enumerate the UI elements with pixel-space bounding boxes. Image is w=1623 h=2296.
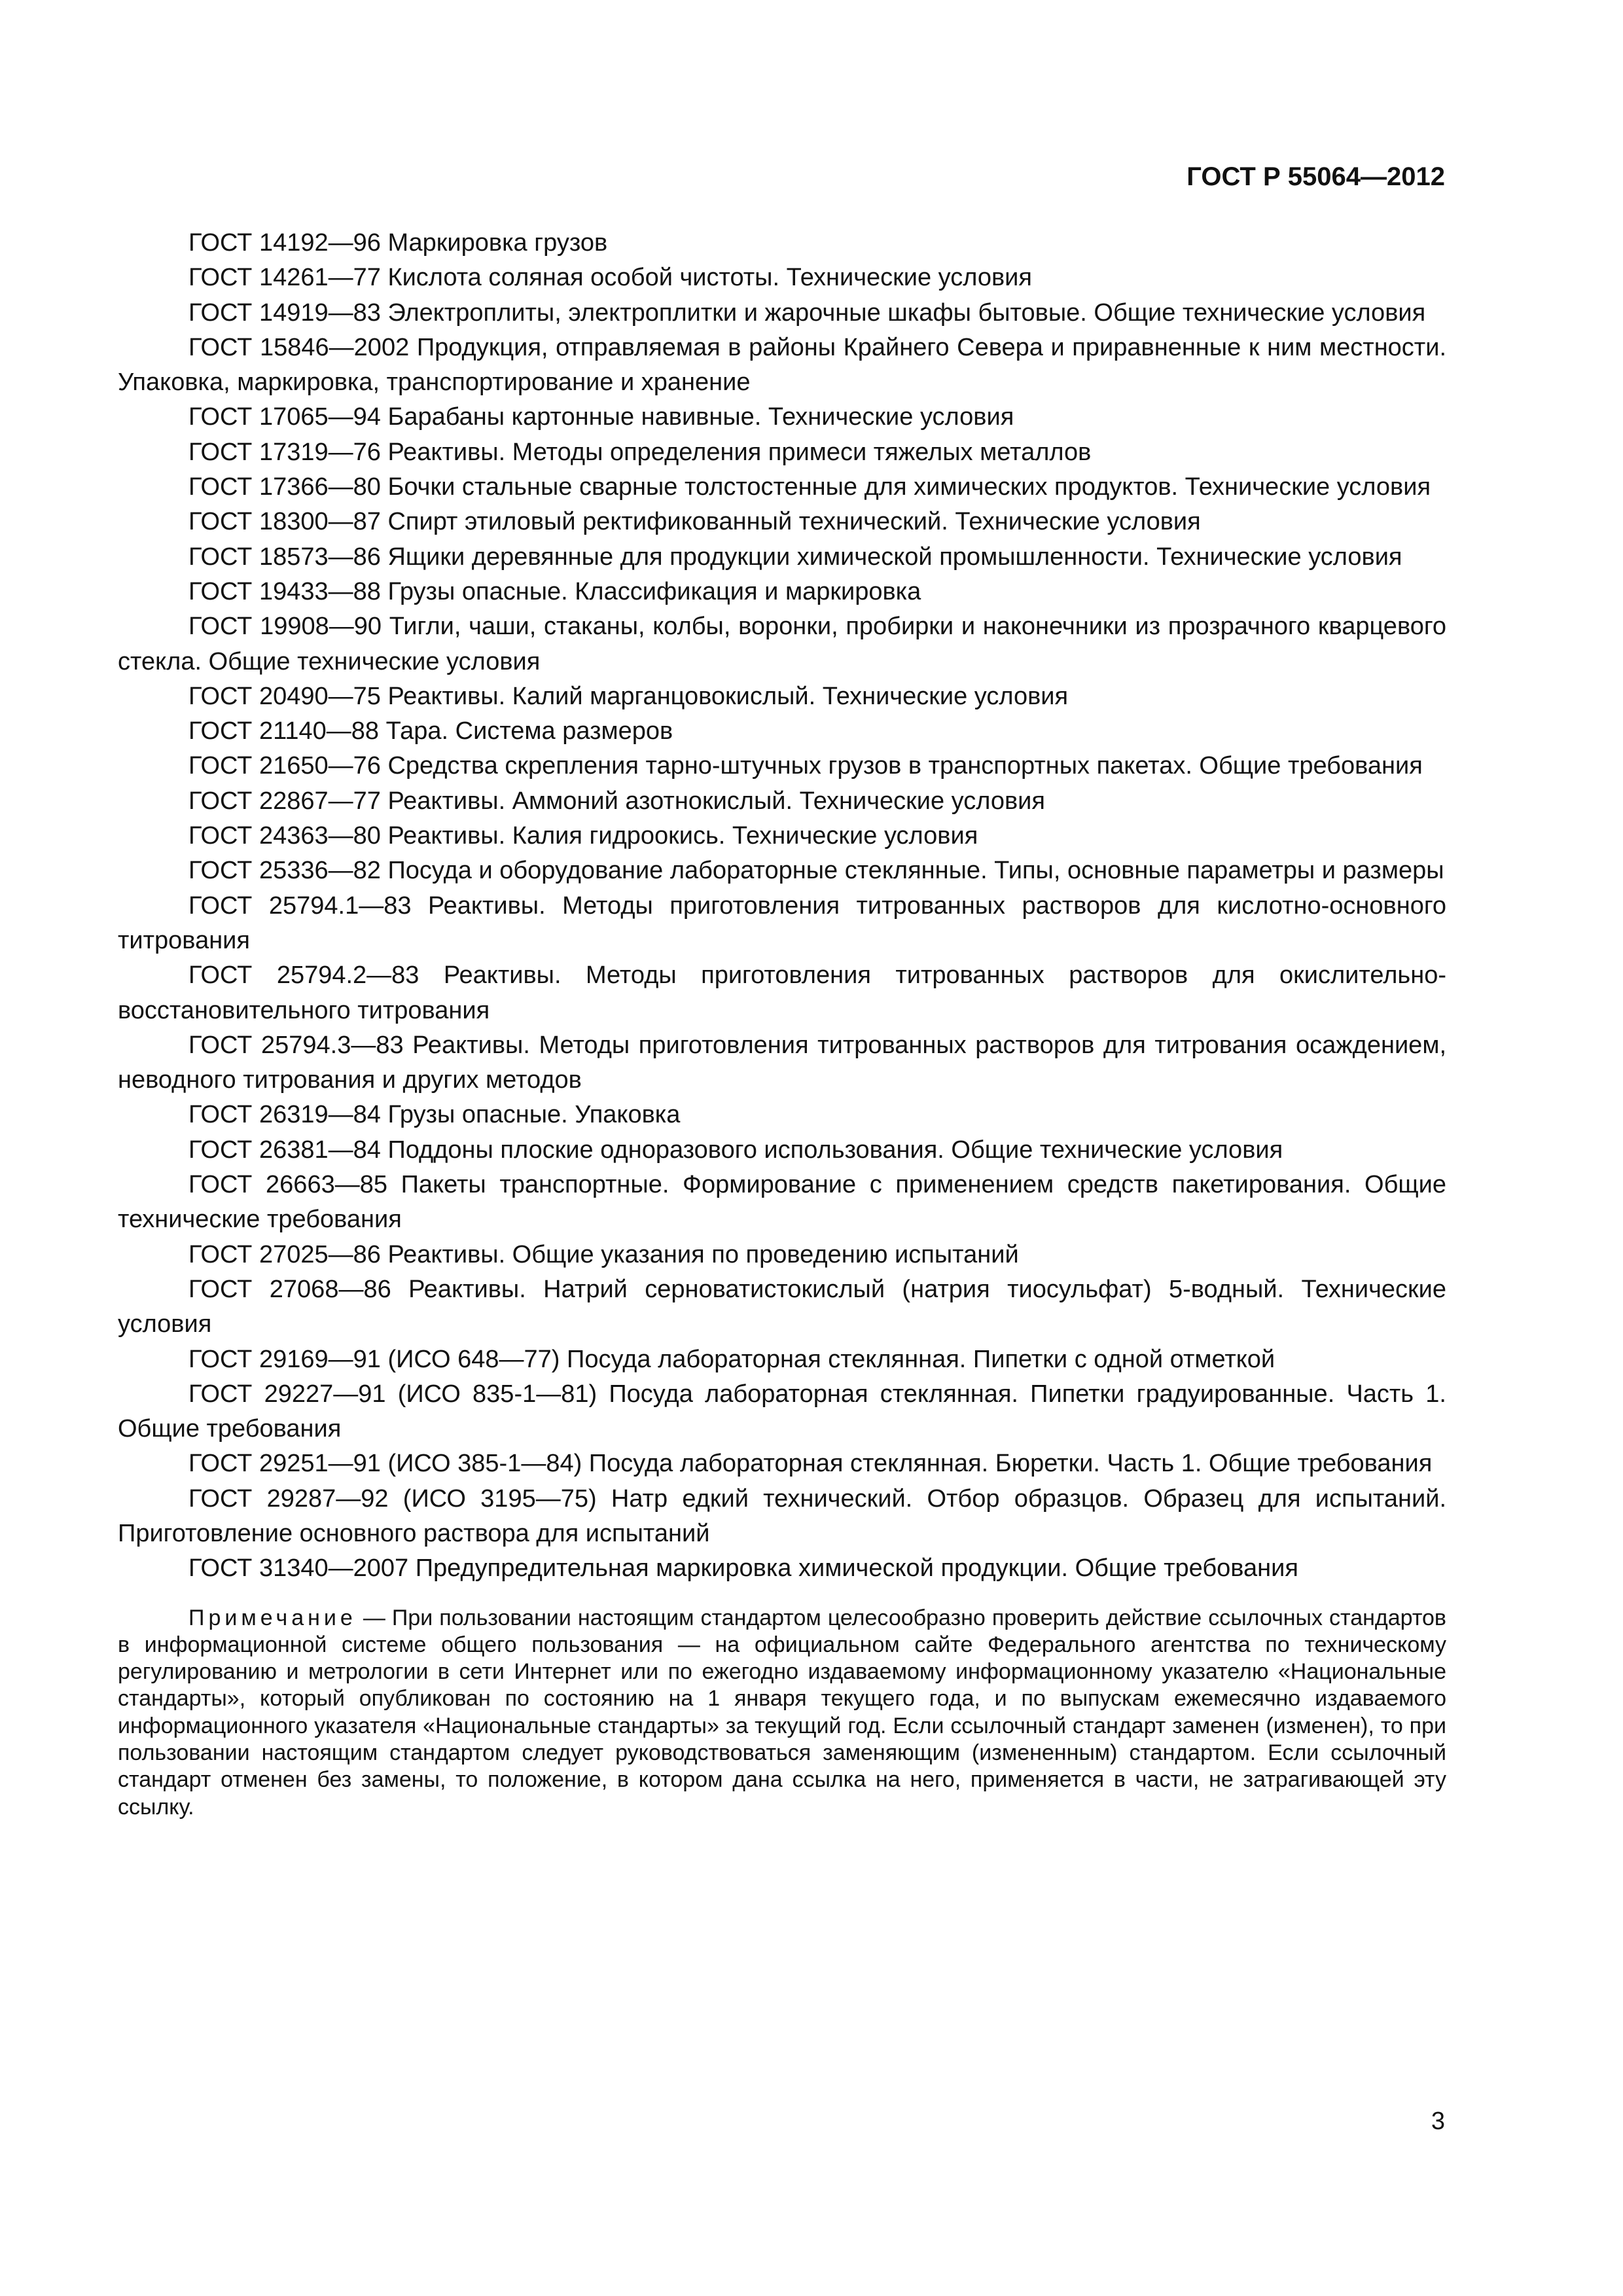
reference-entry: ГОСТ 21650—76 Средства скрепления тарно-штучных грузов в транспортных пакетах. Общие требования [188,752,1423,780]
reference-entry: ГОСТ 25794.1—83 Реактивы. Методы приготовления титрованных растворов для кислотно-основного титрования [118,891,1446,954]
reference-entry: ГОСТ 14261—77 Кислота соляная особой чистоты. Технические условия [188,264,1032,292]
note-paragraph [118,1605,1446,1821]
reference-entry: ГОСТ 15846—2002 Продукция, отправляемая в районы Крайнего Севера и приравненные к ним местности. Упаковка, маркировка, транспортирование и хранение [118,333,1446,397]
reference-entry: ГОСТ 26663—85 Пакеты транспортные. Формирование с применением средств пакетирования. Общие технические требования [118,1171,1446,1234]
reference-entry: ГОСТ 17366—80 Бочки стальные сварные толстостенные для химических продуктов. Технические условия [188,473,1431,501]
reference-list [118,226,1446,1587]
reference-entry: ГОСТ 18300—87 Спирт этиловый ректификованный технический. Технические условия [188,508,1201,536]
document-id-header: ГОСТ Р 55064—2012 [1186,162,1445,191]
reference-entry: ГОСТ 27025—86 Реактивы. Общие указания по проведению испытаний [188,1240,1019,1268]
reference-entry: ГОСТ 25794.3—83 Реактивы. Методы приготовления титрованных растворов для титрования осаждением, неводного титрования и других методов [118,1031,1446,1094]
reference-entry: ГОСТ 27068—86 Реактивы. Натрий серноватистокислый (натрия тиосульфат) 5-водный. Технические условия [118,1275,1446,1338]
reference-entry: ГОСТ 14192—96 Маркировка грузов [188,229,608,257]
reference-entry: ГОСТ 26319—84 Грузы опасные. Упаковка [188,1101,681,1129]
reference-entry: ГОСТ 20490—75 Реактивы. Калий марганцовокислый. Технические условия [188,682,1069,710]
note-text: — При пользовании настоящим стандартом целесообразно проверить действие ссылочных стандартов в информационной системе общего пользования — на официальном сайте Федерального агентства по техническому регулированию и метрологии в сети Интернет или по ежегодно издаваемому информационному указателю «Национальные стандарты», который опубликован по состоянию на 1 января текущего года, и по выпускам ежемесячно издаваемого информационного указателя «Национальные стандарты» за текущий год. Если ссылочный стандарт заменен (изменен), то при пользовании настоящим стандартом следует руководствоваться заменяющим (измененным) стандартом. Если ссылочный стандарт отменен без замены, то положение, в котором дана ссылка на него, применяется в части, не затрагивающей эту ссылку. [118,1605,1446,1820]
reference-entry: ГОСТ 18573—86 Ящики деревянные для продукции химической промышленности. Технические условия [188,543,1402,571]
reference-entry: ГОСТ 29251—91 (ИСО 385-1—84) Посуда лабораторная стеклянная. Бюретки. Часть 1. Общие требования [188,1450,1433,1478]
reference-entry: ГОСТ 25794.2—83 Реактивы. Методы приготовления титрованных растворов для окислительно-восстановительного титрования [118,961,1446,1024]
reference-entry: ГОСТ 14919—83 Электроплиты, электроплитки и жарочные шкафы бытовые. Общие технические условия [188,298,1426,327]
reference-entry: ГОСТ 21140—88 Тара. Система размеров [188,717,673,745]
reference-entry: ГОСТ 29227—91 (ИСО 835-1—81) Посуда лабораторная стеклянная. Пипетки градуированные. Часть 1. Общие требования [118,1380,1446,1443]
reference-entry: ГОСТ 19908—90 Тигли, чаши, стаканы, колбы, воронки, пробирки и наконечники из прозрачного кварцевого стекла. Общие технические условия [118,613,1446,675]
reference-entry: ГОСТ 25336—82 Посуда и оборудование лабораторные стеклянные. Типы, основные параметры и размеры [188,857,1444,885]
reference-entry: ГОСТ 26381—84 Поддоны плоские одноразового использования. Общие технические условия [188,1136,1283,1164]
reference-entry: ГОСТ 31340—2007 Предупредительная маркировка химической продукции. Общие требования [188,1554,1298,1583]
reference-entry: ГОСТ 22867—77 Реактивы. Аммоний азотнокислый. Технические условия [188,787,1045,815]
reference-entry: ГОСТ 17319—76 Реактивы. Методы определения примеси тяжелых металлов [188,438,1092,466]
note-label: Примечание [188,1605,357,1630]
normative-references [118,226,1446,1821]
reference-entry: ГОСТ 19433—88 Грузы опасные. Классификация и маркировка [188,577,921,605]
reference-entry: ГОСТ 29287—92 (ИСО 3195—75) Натр едкий технический. Отбор образцов. Образец для испытаний. Приготовление основного раствора для испытаний [118,1484,1446,1547]
reference-entry: ГОСТ 24363—80 Реактивы. Калия гидроокись. Технические условия [188,822,978,850]
reference-entry: ГОСТ 29169—91 (ИСО 648—77) Посуда лабораторная стеклянная. Пипетки с одной отметкой [188,1345,1275,1373]
reference-entry: ГОСТ 17065—94 Барабаны картонные навивные. Технические условия [188,403,1014,431]
page-number: 3 [1431,2108,1445,2135]
